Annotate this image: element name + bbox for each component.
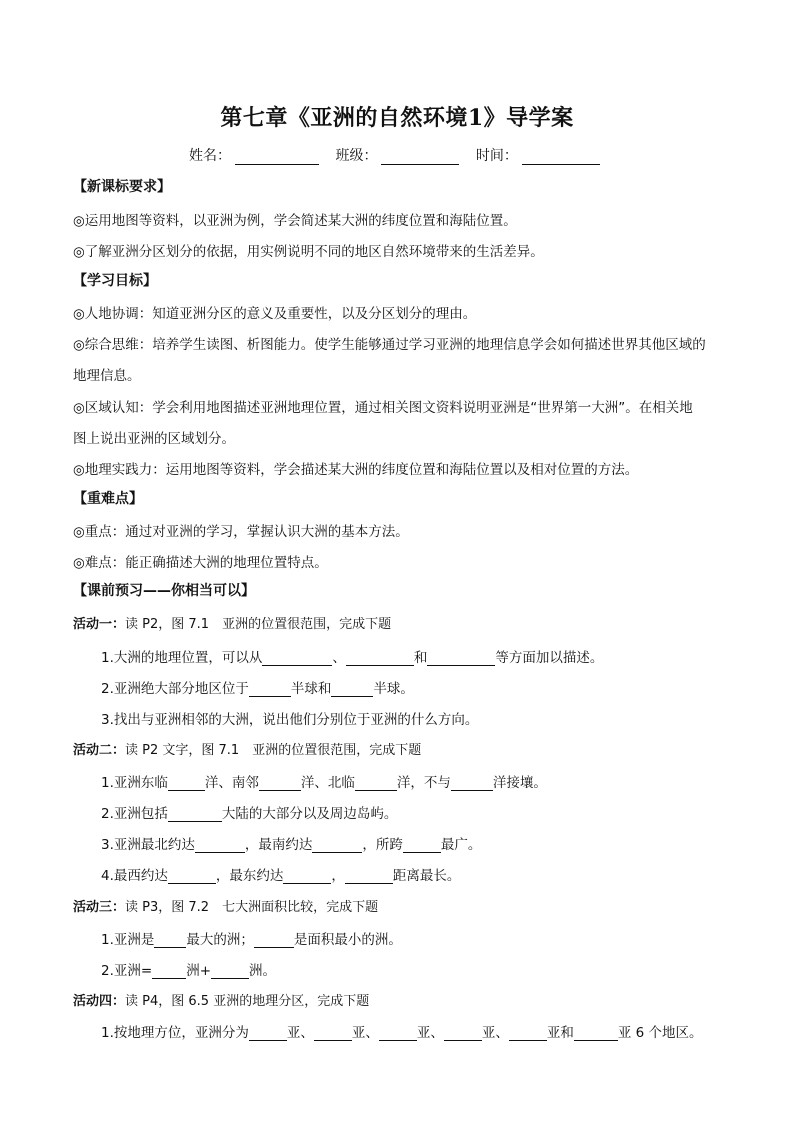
question-text: 洲+ <box>186 963 212 979</box>
standards-heading: 【新课标要求】 <box>73 179 171 195</box>
question-text: 1.亚洲是 <box>101 932 155 948</box>
question-text: 洋、南邻 <box>204 775 259 791</box>
activity-1-question-2 <box>101 677 414 697</box>
activity-tag: 活动二： <box>73 743 126 758</box>
activity-4-prompt <box>73 990 369 1009</box>
answer-blank[interactable] <box>249 1026 287 1041</box>
question-text: 亚、 <box>286 1025 314 1041</box>
class-blank[interactable] <box>381 149 459 165</box>
answer-blank[interactable] <box>249 682 291 697</box>
question-text: ，最东约达 <box>215 868 284 884</box>
question-text: 、 <box>332 650 346 666</box>
preview-heading: 【课前预习——你相当可以】 <box>73 583 255 599</box>
goals-item: ◎地理实践力：运用地图等资料，学会描述某大洲的纬度位置和海陆位置以及相对位置的方法。 <box>73 462 639 478</box>
answer-blank[interactable] <box>168 869 216 884</box>
question-text: 洲。 <box>249 963 277 979</box>
goals-heading: 【学习目标】 <box>73 273 157 289</box>
activity-text: 读 P4，图 6.5 亚洲的地理分区，完成下题 <box>125 994 370 1009</box>
question-text: 亚和 <box>546 1025 574 1041</box>
answer-blank[interactable] <box>259 776 301 791</box>
question-text: 4.最西约达 <box>101 868 168 884</box>
answer-blank[interactable] <box>211 964 249 979</box>
answer-blank[interactable] <box>168 776 205 791</box>
answer-blank[interactable] <box>346 651 414 666</box>
activity-2-prompt <box>73 739 421 758</box>
answer-blank[interactable] <box>451 776 493 791</box>
activity-2-question-3 <box>101 833 481 853</box>
question-text: 3.亚洲最北约达 <box>101 837 195 853</box>
activity-text: 读 P2，图 7.1 亚洲的位置很范围，完成下题 <box>125 617 392 632</box>
answer-blank[interactable] <box>283 869 331 884</box>
goals-item: ◎人地协调：知道亚洲分区的意义及重要性，以及分区划分的理由。 <box>73 306 477 322</box>
answer-blank[interactable] <box>254 933 294 948</box>
answer-blank[interactable] <box>312 838 362 853</box>
answer-blank[interactable] <box>427 651 495 666</box>
question-text: 洋、北临 <box>300 775 355 791</box>
goals-item: ◎综合思维：培养学生读图、析图能力。使学生能够通过学习亚洲的地理信息学会如何描述世界其他区域的 <box>73 337 706 353</box>
activity-1-prompt <box>73 613 391 632</box>
activity-3-question-2 <box>101 959 276 979</box>
question-text: 亚 6 个地区。 <box>617 1025 703 1041</box>
question-text: 亚、 <box>351 1025 379 1041</box>
question-text: 半球。 <box>373 681 414 697</box>
answer-blank[interactable] <box>355 776 397 791</box>
question-text: ， <box>331 868 345 884</box>
question-text: 是面积最小的洲。 <box>293 932 402 948</box>
activity-2-question-1 <box>101 771 547 791</box>
activity-tag: 活动三： <box>73 900 126 915</box>
question-text: ，最南约达 <box>244 837 313 853</box>
question-text: 和 <box>413 650 428 666</box>
question-text: 等方面加以描述。 <box>495 650 604 666</box>
question-text: 2.亚洲= <box>101 963 153 979</box>
student-info-row <box>189 145 612 165</box>
activity-2-question-4 <box>101 864 460 884</box>
answer-blank[interactable] <box>403 838 441 853</box>
question-text: 洋接壤。 <box>492 775 547 791</box>
activity-text: 读 P3，图 7.2 七大洲面积比较，完成下题 <box>125 900 379 915</box>
page-title: 第七章《亚洲的自然环境1》导学案 <box>220 105 574 131</box>
question-text: 最广。 <box>440 837 482 853</box>
goals-item: ◎区域认知：学会利用地图描述亚洲地理位置，通过相关图文资料说明亚洲是“世界第一大洲”。在相关地 <box>73 400 693 416</box>
standards-item: ◎了解亚洲分区划分的依据，用实例说明不同的地区自然环境带来的生活差异。 <box>73 244 544 260</box>
key-point-item: ◎难点：能正确描述大洲的地理位置特点。 <box>73 555 328 571</box>
goals-item-continuation: 图上说出亚洲的区域划分。 <box>73 431 235 447</box>
answer-blank[interactable] <box>574 1026 618 1041</box>
answer-blank[interactable] <box>444 1026 482 1041</box>
answer-blank[interactable] <box>331 682 373 697</box>
activity-tag: 活动一： <box>73 617 126 632</box>
activity-3-question-1 <box>101 928 402 948</box>
answer-blank[interactable] <box>195 838 245 853</box>
question-text: 2.亚洲绝大部分地区位于 <box>101 681 249 697</box>
key-points-heading: 【重难点】 <box>73 491 143 507</box>
activity-1-question-1 <box>101 646 603 666</box>
question-text: 亚、 <box>416 1025 444 1041</box>
question-text: 距离最长。 <box>392 868 461 884</box>
activity-2-question-2 <box>101 802 397 822</box>
time-label: 时间： <box>475 148 518 164</box>
standards-item: ◎运用地图等资料，以亚洲为例，学会简述某大洲的纬度位置和海陆位置。 <box>73 213 517 229</box>
goals-item-continuation: 地理信息。 <box>73 368 141 384</box>
activity-text: 读 P2 文字，图 7.1 亚洲的位置很范围，完成下题 <box>125 743 422 758</box>
name-label: 姓名： <box>189 148 231 164</box>
answer-blank[interactable] <box>345 869 393 884</box>
name-blank[interactable] <box>235 149 319 165</box>
question-text: 2.亚洲包括 <box>101 806 168 822</box>
time-blank[interactable] <box>522 149 600 165</box>
question-text: 大陆的大部分以及周边岛屿。 <box>221 806 398 822</box>
activity-1-question-3: 3.找出与亚洲相邻的大洲，说出他们分别位于亚洲的什么方向。 <box>101 712 479 728</box>
answer-blank[interactable] <box>314 1026 352 1041</box>
answer-blank[interactable] <box>262 651 332 666</box>
answer-blank[interactable] <box>154 933 186 948</box>
question-text: 洋，不与 <box>396 775 451 791</box>
activity-3-prompt <box>73 896 378 915</box>
question-text: 1.大洲的地理位置，可以从 <box>101 650 263 666</box>
answer-blank[interactable] <box>152 964 186 979</box>
question-text: 亚、 <box>481 1025 509 1041</box>
question-text: 半球和 <box>290 681 332 697</box>
activity-tag: 活动四： <box>73 994 126 1009</box>
question-text: 1.按地理方位，亚洲分为 <box>101 1025 249 1041</box>
answer-blank[interactable] <box>379 1026 417 1041</box>
key-point-item: ◎重点：通过对亚洲的学习，掌握认识大洲的基本方法。 <box>73 524 409 540</box>
answer-blank[interactable] <box>509 1026 547 1041</box>
answer-blank[interactable] <box>168 807 222 822</box>
question-text: 1.亚洲东临 <box>101 775 168 791</box>
question-text: 最大的洲； <box>186 932 254 948</box>
activity-4-question-1 <box>101 1021 703 1041</box>
class-label: 班级： <box>335 148 378 164</box>
question-text: ，所跨 <box>362 837 403 853</box>
